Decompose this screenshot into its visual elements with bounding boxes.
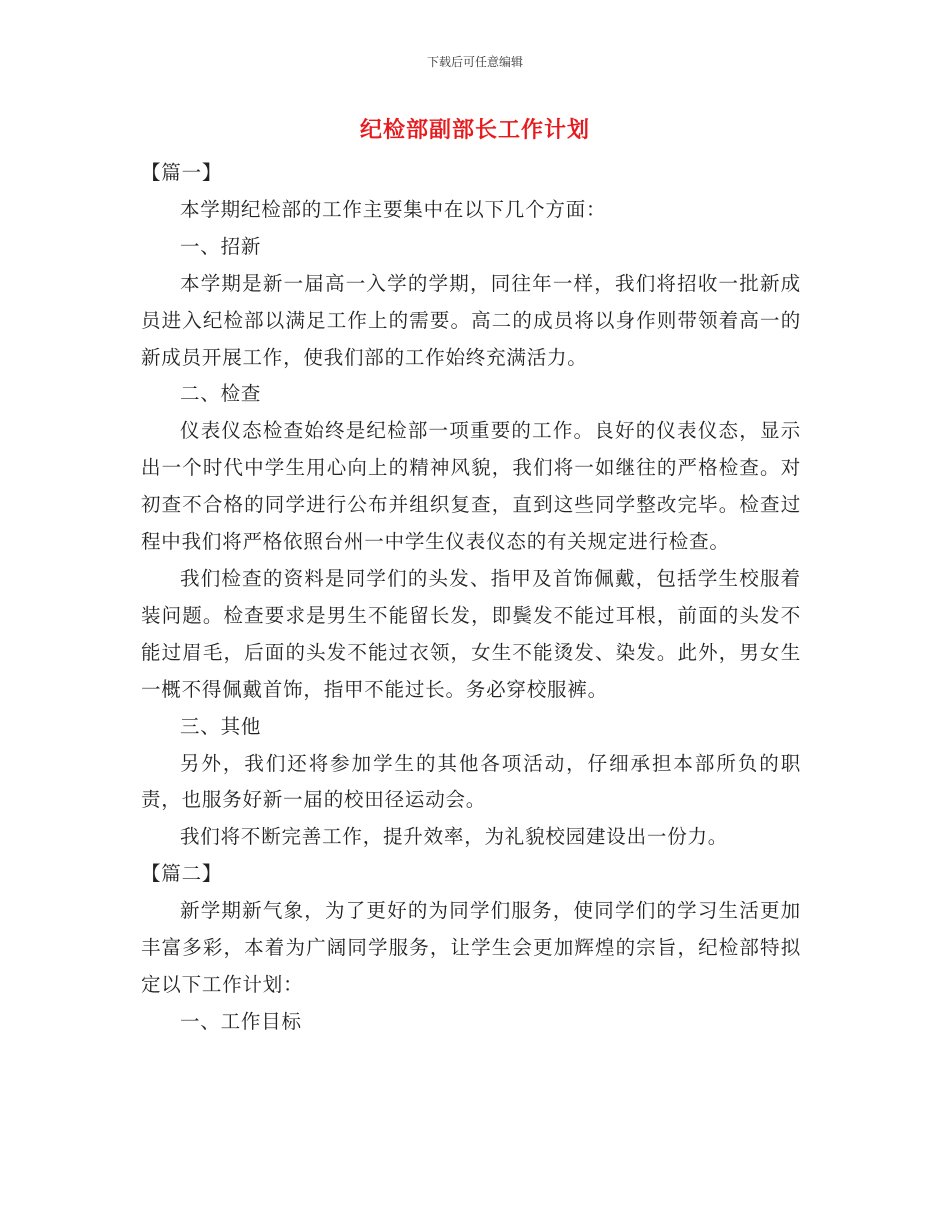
document-body xyxy=(141,155,801,1041)
subheading: 二、检查 xyxy=(180,382,262,406)
header-note: 下载后可任意编辑 xyxy=(426,55,523,69)
subheading: 一、招新 xyxy=(180,234,262,258)
paragraph: 仪表仪态检查始终是纪检部一项重要的工作。良好的仪表仪态，显示出一个时代中学生用心向上的精神风貌，我们将一如继往的严格检查。对初查不合格的同学进行公布并组织复查，直到这些同学整改完毕。检查过程中我们将严格依照台州一中学生仪表仪态的有关规定进行检查。 xyxy=(141,419,801,554)
section-heading-1: 【篇一】 xyxy=(141,161,223,184)
section-heading-2: 【篇二】 xyxy=(141,862,223,886)
paragraph: 我们将不断完善工作，提升效率，为礼貌校园建设出一份力。 xyxy=(180,825,729,849)
subheading: 三、其他 xyxy=(180,714,262,738)
paragraph: 本学期是新一届高一入学的学期，同往年一样，我们将招收一批新成员进入纪检部以满足工作上的需要。高二的成员将以身作则带领着高一的新成员开展工作，使我们部的工作始终充满活力。 xyxy=(141,271,801,369)
paragraph: 另外，我们还将参加学生的其他各项活动，仔细承担本部所负的职责，也服务好新一届的校田径运动会。 xyxy=(141,751,801,812)
document-title: 纪检部副部长工作计划 xyxy=(359,118,590,143)
paragraph: 我们检查的资料是同学们的头发、指甲及首饰佩戴，包括学生校服着装问题。检查要求是男生不能留长发，即鬓发不能过耳根，前面的头发不能过眉毛，后面的头发不能过衣领，女生不能烫发、染发。此外，男女生一概不得佩戴首饰，指甲不能过长。务必穿校服裤。 xyxy=(141,566,801,701)
paragraph: 新学期新气象，为了更好的为同学们服务，使同学们的学习生活更加丰富多彩，本着为广阔同学服务，让学生会更加辉煌的宗旨，纪检部特拟定以下工作计划： xyxy=(141,899,801,996)
subheading: 一、工作目标 xyxy=(180,1009,302,1033)
paragraph: 本学期纪检部的工作主要集中在以下几个方面： xyxy=(180,197,607,221)
